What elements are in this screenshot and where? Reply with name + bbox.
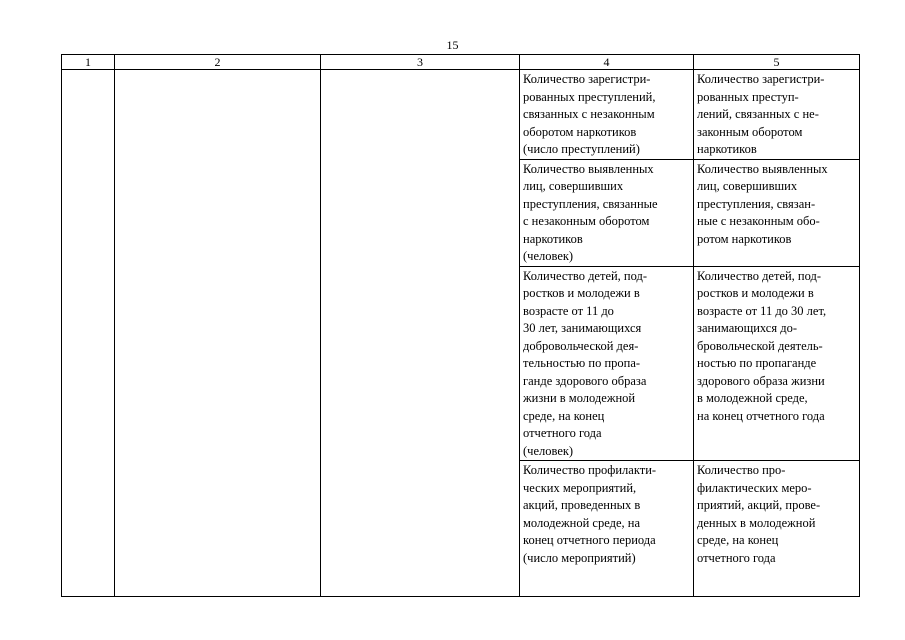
indicator-cell xyxy=(694,70,860,160)
header-row xyxy=(62,55,860,70)
indicators-table xyxy=(61,54,860,597)
indicator-cell xyxy=(694,266,860,461)
column-header-1: 1 xyxy=(62,55,115,70)
indicator-cell xyxy=(694,159,860,266)
indicator-text: Количество про- филактических меро- приятий, акций, прове- денных в молодежной среде, на конец отчетного года xyxy=(697,463,821,565)
table-row xyxy=(62,70,860,160)
indicator-cell xyxy=(520,266,694,461)
indicator-text: Количество детей, под- ростков и молодежи в возрасте от 11 до 30 лет, занимающихся добровольческой дея- тельностью по пропа- ганде здорового образа жизни в молодежной среде, на конец отчетного года (человек) xyxy=(523,268,648,458)
indicator-text: Количество зарегистри- рованных преступ- лений, связанных с не- законным оборотом наркотиков xyxy=(697,72,825,156)
indicator-cell xyxy=(520,159,694,266)
column-header-3: 3 xyxy=(321,55,520,70)
merged-cell-col3 xyxy=(321,70,520,597)
page-number: 15 xyxy=(446,38,459,52)
merged-cell-col2 xyxy=(115,70,321,597)
indicator-cell xyxy=(520,461,694,597)
column-header-2: 2 xyxy=(115,55,321,70)
indicator-text: Количество детей, под- ростков и молодежи в возрасте от 11 до 30 лет, занимающихся до- бровольческой деятель- ностью по пропаганде здорового образа жизни в молодежной среде, на конец отчетного года xyxy=(697,268,827,423)
indicator-text: Количество профилакти- ческих мероприятий, акций, проведенных в молодежной среде, на конец отчетного периода (число мероприятий) xyxy=(523,463,657,565)
indicator-text: Количество выявленных лиц, совершивших преступления, связан- ные с незаконным обо- ротом наркотиков xyxy=(697,161,828,246)
indicator-text: Количество зарегистри- рованных преступлений, связанных с незаконным оборотом наркотиков (число преступлений) xyxy=(523,72,656,156)
indicator-cell xyxy=(694,461,860,597)
column-header-5: 5 xyxy=(694,55,860,70)
indicator-cell xyxy=(520,70,694,160)
merged-cell-col1 xyxy=(62,70,115,597)
indicator-text: Количество выявленных лиц, совершивших преступления, связанные с незаконным оборотом наркотиков (человек) xyxy=(523,161,658,263)
column-header-4: 4 xyxy=(520,55,694,70)
